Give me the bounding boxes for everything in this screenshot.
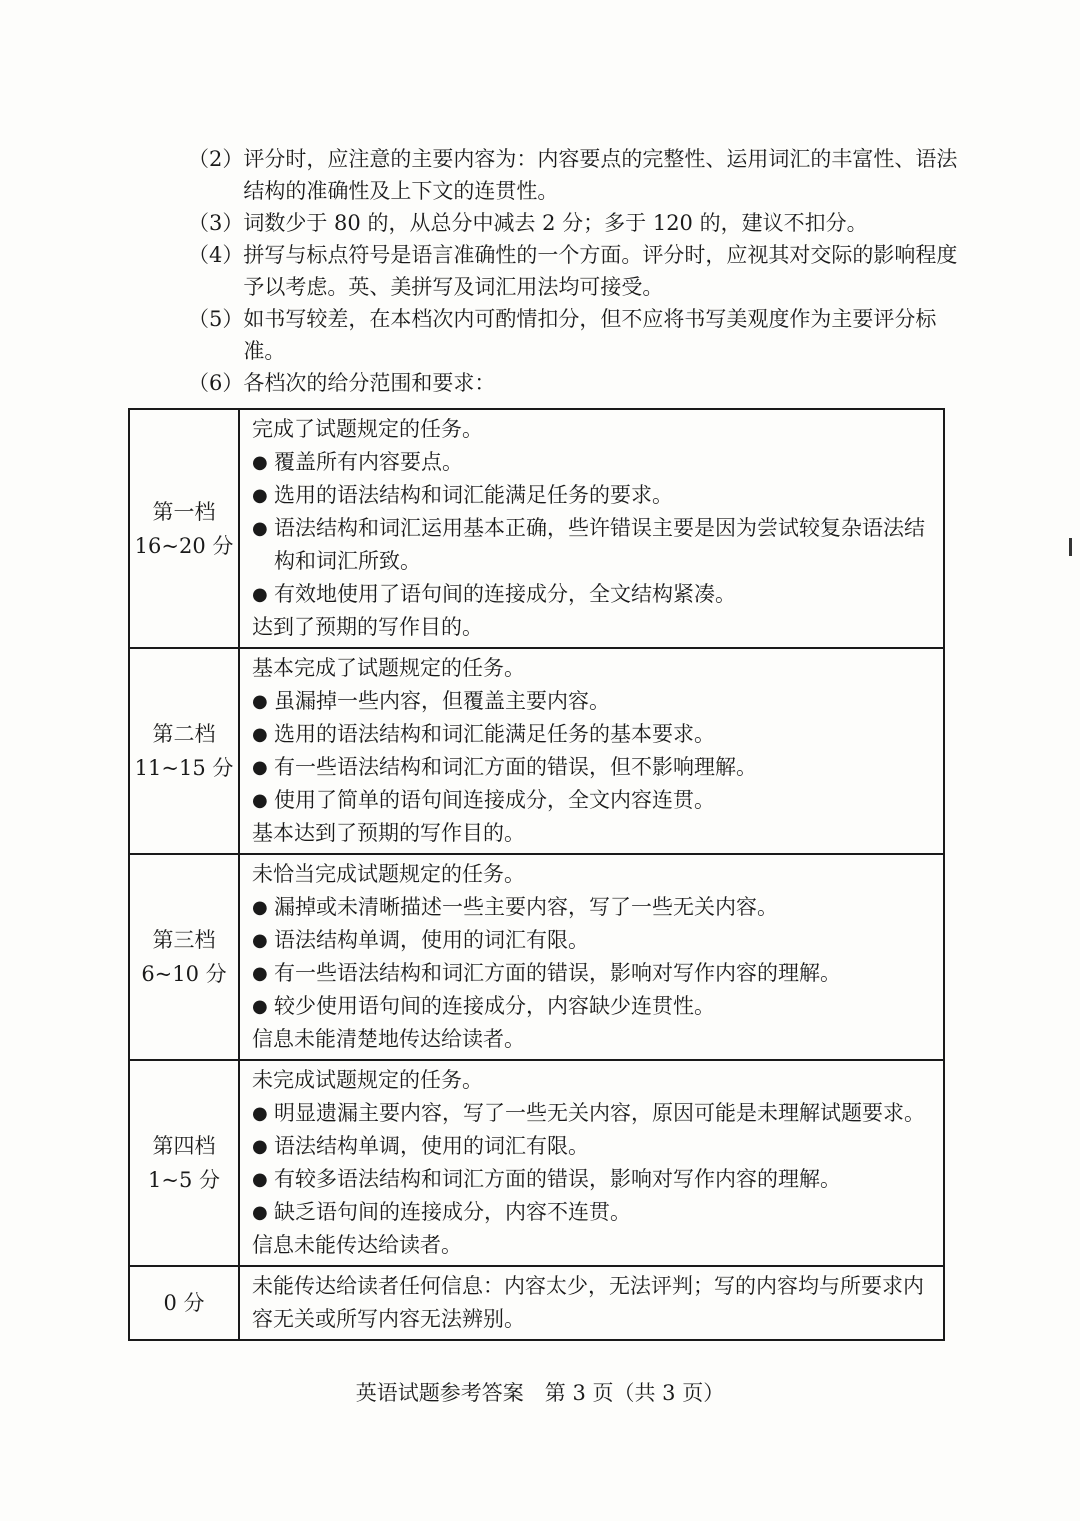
note-item [188, 303, 958, 367]
criterion-item [252, 578, 935, 611]
criterion-text: 缺乏语句间的连接成分，内容不连贯。 [274, 1200, 631, 1224]
level-outro: 基本达到了预期的写作目的。 [252, 821, 525, 845]
criterion-item [252, 990, 935, 1023]
bullet-icon: ● [252, 584, 268, 605]
scan-margin-mark [1069, 538, 1072, 556]
criterion-text: 语法结构单调，使用的词汇有限。 [274, 1134, 589, 1158]
bullet-icon: ● [252, 1202, 268, 1223]
rubric-row-level-4 [129, 1060, 944, 1266]
level-name: 第四档 [152, 1134, 216, 1158]
note-item [188, 207, 958, 239]
note-text: 评分时，应注意的主要内容为：内容要点的完整性、运用词汇的丰富性、语法结构的准确性及上下文的连贯性。 [243, 147, 958, 203]
bullet-icon: ● [252, 790, 268, 811]
level-cell [129, 854, 239, 1060]
criterion-item [252, 891, 935, 924]
rubric-row-level-1 [129, 409, 944, 648]
criterion-text: 有较多语法结构和词汇方面的错误，影响对写作内容的理解。 [274, 1167, 841, 1191]
bullet-icon: ● [252, 452, 268, 473]
level-name: 第一档 [152, 499, 216, 524]
criterion-text: 语法结构单调，使用的词汇有限。 [274, 928, 589, 952]
note-number: （6） [188, 371, 244, 395]
bullet-icon: ● [252, 996, 268, 1017]
level-range: 16~20 分 [134, 533, 234, 558]
level-name: 第三档 [152, 928, 216, 952]
zero-description: 未能传达给读者任何信息：内容太少，无法评判；写的内容均与所要求内容无关或所写内容无法辨别。 [252, 1274, 924, 1331]
rubric-table [128, 408, 945, 1341]
level-intro: 未恰当完成试题规定的任务。 [252, 862, 525, 886]
criterion-text: 有效地使用了语句间的连接成分，全文结构紧凑。 [274, 582, 736, 606]
criterion-text: 漏掉或未清晰描述一些主要内容，写了一些无关内容。 [274, 895, 778, 919]
page-footer: 英语试题参考答案 第 3 页（共 3 页） [355, 1381, 725, 1405]
rubric-row-zero [129, 1266, 944, 1340]
criterion-item [252, 446, 935, 479]
bullet-icon: ● [252, 691, 268, 712]
bullet-icon: ● [252, 518, 268, 539]
level-outro: 信息未能清楚地传达给读者。 [252, 1027, 525, 1051]
criterion-text: 使用了简单的语句间连接成分，全文内容连贯。 [274, 788, 715, 812]
criterion-item [252, 924, 935, 957]
bullet-icon: ● [252, 897, 268, 918]
level-range: 11~15 分 [134, 756, 234, 780]
rubric-row-level-3 [129, 854, 944, 1060]
note-number: （5） [188, 307, 244, 331]
level-cell [129, 409, 239, 648]
level-cell [129, 1266, 239, 1340]
bullet-icon: ● [252, 485, 268, 506]
rubric-row-level-2 [129, 648, 944, 854]
bullet-icon: ● [252, 930, 268, 951]
level-intro: 基本完成了试题规定的任务。 [252, 656, 525, 680]
criterion-item [252, 1163, 935, 1196]
criterion-item [252, 479, 935, 512]
criterion-item [252, 1196, 935, 1229]
level-name: 第二档 [152, 722, 216, 746]
note-text: 各档次的给分范围和要求： [243, 371, 496, 395]
criterion-text: 虽漏掉一些内容，但覆盖主要内容。 [274, 689, 610, 713]
bullet-icon: ● [252, 1169, 268, 1190]
note-number: （3） [188, 211, 244, 235]
rubric-body [129, 409, 944, 1340]
level-description [239, 409, 944, 648]
note-item [188, 239, 958, 303]
level-outro: 达到了预期的写作目的。 [252, 615, 483, 639]
level-outro: 信息未能传达给读者。 [252, 1233, 462, 1257]
bullet-icon: ● [252, 724, 268, 745]
scoring-notes [188, 143, 958, 399]
criterion-item [252, 1097, 935, 1130]
criterion-item [252, 784, 935, 817]
note-item [188, 367, 958, 399]
level-description [239, 1266, 944, 1340]
note-item [188, 143, 958, 207]
note-text: 如书写较差，在本档次内可酌情扣分，但不应将书写美观度作为主要评分标准。 [243, 307, 937, 363]
criterion-text: 覆盖所有内容要点。 [274, 450, 463, 474]
level-intro: 完成了试题规定的任务。 [252, 417, 483, 441]
level-intro: 未完成试题规定的任务。 [252, 1068, 483, 1092]
bullet-icon: ● [252, 963, 268, 984]
criterion-item [252, 685, 935, 718]
criterion-item [252, 957, 935, 990]
level-description [239, 648, 944, 854]
criterion-item [252, 512, 935, 578]
bullet-icon: ● [252, 1136, 268, 1157]
criterion-text: 有一些语法结构和词汇方面的错误，影响对写作内容的理解。 [274, 961, 841, 985]
note-number: （2） [188, 147, 244, 171]
bullet-icon: ● [252, 1103, 268, 1124]
note-text: 拼写与标点符号是语言准确性的一个方面。评分时，应视其对交际的影响程度予以考虑。英、美拼写及词汇用法均可接受。 [243, 243, 958, 299]
note-text: 词数少于 80 的，从总分中减去 2 分；多于 120 的，建议不扣分。 [243, 211, 868, 235]
criterion-item [252, 751, 935, 784]
criterion-text: 选用的语法结构和词汇能满足任务的基本要求。 [274, 722, 715, 746]
criterion-item [252, 718, 935, 751]
level-range: 1~5 分 [148, 1168, 220, 1192]
level-range: 0 分 [163, 1291, 205, 1315]
note-number: （4） [188, 243, 244, 267]
criterion-text: 较少使用语句间的连接成分，内容缺少连贯性。 [274, 994, 715, 1018]
criterion-item [252, 1130, 935, 1163]
criterion-text: 明显遗漏主要内容，写了一些无关内容，原因可能是未理解试题要求。 [274, 1101, 925, 1125]
level-cell [129, 648, 239, 854]
bullet-icon: ● [252, 757, 268, 778]
level-description [239, 854, 944, 1060]
level-range: 6~10 分 [141, 962, 227, 986]
criterion-text: 选用的语法结构和词汇能满足任务的要求。 [274, 483, 673, 507]
level-cell [129, 1060, 239, 1266]
level-description [239, 1060, 944, 1266]
criterion-text: 有一些语法结构和词汇方面的错误，但不影响理解。 [274, 755, 757, 779]
criterion-text: 语法结构和词汇运用基本正确，些许错误主要是因为尝试较复杂语法结构和词汇所致。 [274, 516, 925, 573]
